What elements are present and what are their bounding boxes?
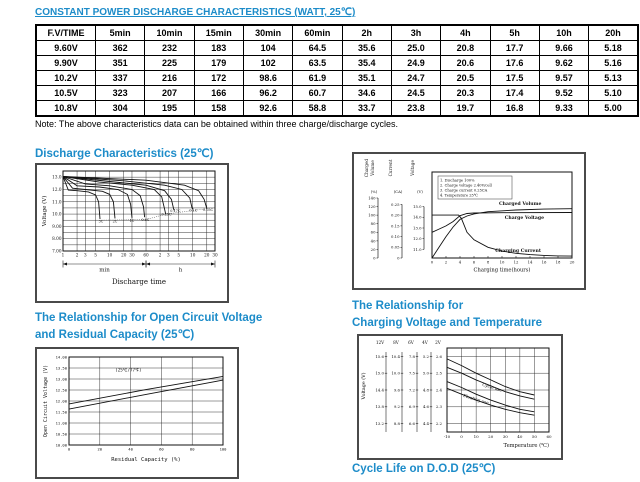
ocv-chart-svg [37,349,233,473]
y-tick-label: 10.00 [55,442,67,448]
x-tick-label: 30 [502,434,508,439]
charging-title-line2: Charging Voltage and Temperature [352,317,542,329]
x-tick-label: 1 [61,252,65,258]
charging-temp-chart-svg [359,336,557,454]
x-tick-label: 80 [189,446,195,452]
x-tick-label: 5 [94,252,97,258]
mini-axis-value: 2.2 [435,421,442,426]
x-tick-label: 20 [488,434,494,439]
y-tick-label: 13.0 [52,174,62,180]
mini-axis-value: 5.2 [422,353,429,359]
ocv-title-line1: The Relationship for Open Circuit Voltage [35,312,263,324]
table-cell: 58.8 [293,101,342,117]
charging-title-line1: The Relationship for [352,300,464,312]
table-cell: 5.16 [589,56,638,71]
x-tick-label: 40 [517,434,523,439]
x-tick-label: 20 [121,252,127,258]
x-axis-label: Discharge time [111,278,167,286]
table-cell: 102 [243,56,292,71]
table-note: Note: The above characteristics data can be obtained within three charge/discharge cycles. [35,119,399,129]
table-cell: 9.66 [539,41,588,56]
table-cell: 24.9 [391,56,440,71]
axis-tick-label: 120 [368,203,376,209]
axis-tick-label: 12.0 [413,236,422,242]
axis-tick-label: 40 [370,238,376,244]
axis-tick-label: 11.0 [413,246,422,252]
discharge-chart-svg [37,165,223,297]
table-cell: 172 [194,71,243,86]
x-tick-label: 40 [128,446,133,452]
table-cell: 10.2V [36,71,96,86]
mini-axis-header: 12V [375,340,385,345]
y-tick-label: 11.50 [55,409,67,415]
table-cell: 35.6 [342,41,391,56]
discharge-chart [35,163,229,303]
table-cell: 9.57 [539,71,588,86]
curve-label: 0.6C [141,217,150,222]
y-tick-label: 13.50 [55,365,67,371]
x-group-label: min [99,267,110,274]
x-axis-label: Residual Capacity (%) [111,457,181,463]
table-cell: 20.8 [441,41,490,56]
axis-tick-label: 0.20 [391,212,400,218]
table-cell: 104 [243,41,292,56]
table-header-cell: 30min [243,25,292,41]
curve-label: Charge Voltage [504,215,545,221]
x-tick-label: 16 [541,259,547,265]
mini-axis-value: 2.5 [435,370,442,376]
table-cell: 232 [145,41,194,56]
mini-axis-value: 7.5 [408,370,415,376]
x-tick-label: 4 [458,259,462,265]
mini-axis-value: 15.0 [375,370,384,376]
table-cell: 5.18 [589,41,638,56]
axis-tick-label: 100 [368,212,376,218]
table-row [36,101,638,117]
x-axis-label: Charging time(hours) [473,267,531,274]
table-header-cell: 20h [589,25,638,41]
table-cell: 323 [96,86,145,101]
table-cell: 207 [145,86,194,101]
table-header-cell: F.V/TIME [36,25,96,41]
table-row [36,86,638,101]
ocv-title-line2: and Residual Capacity (25℃) [35,329,195,341]
legend-line: 1. Discharge 100% [440,178,475,183]
axis-unit: (V) [417,189,423,194]
table-cell: 24.7 [391,71,440,86]
table-cell: 60.7 [293,86,342,101]
table-cell: 20.3 [441,86,490,101]
table-cell: 10.5V [36,86,96,101]
x-tick-label: 3 [166,252,170,258]
table-cell: 17.6 [490,56,539,71]
table-cell: 25.0 [391,41,440,56]
x-tick-label: -10 [443,434,451,439]
y-tick-label: 9.00 [52,223,62,229]
y-axis-label: Voltage (V) [42,195,48,227]
table-cell: 179 [194,56,243,71]
curve-label: Charged Volume [498,201,542,207]
x-tick-label: 0 [460,434,463,439]
mini-axis-value: 6.6 [408,421,415,426]
table-cell: 98.6 [243,71,292,86]
table-cell: 61.9 [293,71,342,86]
mini-axis-value: 6.9 [408,404,415,410]
x-group-label: h [178,267,183,274]
curve-label: Charging Current [495,249,541,254]
x-tick-label: 12 [513,259,519,265]
mini-axis-value: 4.6 [422,404,429,410]
table-cell: 9.52 [539,86,588,101]
legend-line: 3. Charge current 0.25CA [440,188,488,193]
curve-label: 0.25C [161,212,172,217]
table-header-cell: 3h [391,25,440,41]
x-tick-label: 3 [83,252,87,258]
table-cell: 9.90V [36,56,96,71]
table-cell: 17.5 [490,71,539,86]
y-tick-label: 10.0 [52,211,62,217]
table-cell: 24.5 [391,86,440,101]
axis-tick-label: 0 [397,255,400,261]
x-tick-label: 2 [158,252,162,258]
mini-axis-value: 9.2 [393,404,400,410]
axis-header: Current [388,159,393,177]
table-cell: 96.2 [243,86,292,101]
mini-axis-value: 2.4 [435,387,442,393]
table-cell: 195 [145,101,194,117]
y-tick-label: 13.00 [55,376,67,382]
table-cell: 19.7 [441,101,490,117]
mini-axis-value: 7.8 [408,353,415,359]
mini-axis-value: 9.6 [393,387,400,393]
x-tick-label: 30 [129,252,135,258]
x-tick-label: 60 [159,446,164,452]
y-tick-label: 12.00 [55,398,67,404]
y-tick-label: 8.00 [52,236,62,242]
table-cell: 9.33 [539,101,588,117]
table-cell: 33.7 [342,101,391,117]
table-cell: 337 [96,71,145,86]
x-tick-label: 60 [143,252,149,258]
legend-line: 2. Charge voltage 2.40V/cell [440,183,492,188]
mini-axis-value: 10.4 [391,353,400,359]
curve-label: 1C [129,219,135,224]
axis-tick-label: 80 [370,221,376,227]
y-tick-label: 11.0 [52,199,62,205]
annotation: (25℃/77℉) [115,367,142,373]
axis-unit: (%) [370,189,378,194]
axis-header: Volume [370,160,375,176]
axis-unit: (CA) [393,189,403,194]
table-header-cell: 10min [145,25,194,41]
mini-axis-value: 13.8 [375,404,384,410]
table-cell: 362 [96,41,145,56]
x-tick-label: 2 [444,259,448,265]
table-cell: 35.4 [342,56,391,71]
mini-axis-value: 2.6 [435,353,442,359]
table-cell: 158 [194,101,243,117]
mini-axis-value: 15.6 [375,353,384,359]
table-cell: 5.10 [589,86,638,101]
table-header-cell: 10h [539,25,588,41]
charge-characteristics-chart [352,152,586,290]
mini-axis-value: 4.4 [422,421,429,426]
table-cell: 9.60V [36,41,96,56]
x-tick-label: 10 [190,252,196,258]
table-cell: 216 [145,71,194,86]
table-cell: 183 [194,41,243,56]
table-cell: 34.6 [342,86,391,101]
table-cell: 225 [145,56,194,71]
table-cell: 10.8V [36,101,96,117]
x-tick-label: 10 [473,434,479,439]
axis-tick-label: 0.15 [391,223,400,229]
x-tick-label: 0 [67,446,71,452]
table-header-cell: 60min [293,25,342,41]
mini-axis-value: 13.2 [375,421,384,426]
x-tick-label: 30 [212,252,218,258]
legend-line: 4. Temperature 25℃ [440,193,478,198]
table-cell: 20.5 [441,71,490,86]
axis-tick-label: 13.0 [413,225,422,231]
table-header-row [36,25,638,41]
mini-axis-header: 2V [435,340,441,345]
page-title: CONSTANT POWER DISCHARGE CHARACTERISTICS (WATT, 25℃) [35,7,356,18]
x-tick-label: 14 [527,259,533,265]
x-tick-label: 0 [430,259,434,265]
curve-label: 2C [112,219,118,224]
x-tick-label: 20 [97,446,103,452]
table-cell: 5.00 [589,101,638,117]
axis-tick-label: 0.05 [391,244,400,250]
curve-label: 0.17C [170,209,181,214]
table-cell: 92.6 [243,101,292,117]
mini-axis-value: 5.0 [422,370,429,376]
ocv-residual-capacity-chart [35,347,239,479]
table-cell: 23.8 [391,101,440,117]
table-row [36,71,638,86]
y-tick-label: 7.00 [52,248,62,254]
curve-label: 3C [98,219,104,224]
mini-axis-value: 14.4 [375,387,384,393]
y-tick-label: 12.50 [55,387,67,393]
x-tick-label: 18 [555,259,561,265]
constant-power-discharge-table [35,24,639,117]
table-cell: 17.4 [490,86,539,101]
table-cell: 20.6 [441,56,490,71]
curve-label: 0.05C [203,208,214,212]
table-cell: 17.7 [490,41,539,56]
table-row [36,41,638,56]
y-axis-label: Voltage (V) [362,372,367,400]
charge-chart-svg [354,154,580,284]
cycle-life-title: Cycle Life on D.O.D (25℃) [352,463,496,475]
x-tick-label: 10 [107,252,113,258]
mini-axis-value: 10.0 [391,370,400,376]
table-row [36,56,638,71]
ocv-chart-title [35,310,262,344]
table-cell: 304 [96,101,145,117]
table-header-cell: 15min [194,25,243,41]
axis-tick-label: 0 [373,255,376,261]
mini-axis-header: 8V [393,340,399,345]
x-tick-label: 20 [569,259,575,265]
table-cell: 5.13 [589,71,638,86]
y-tick-label: 12.0 [52,186,62,192]
x-axis-label: Temperature (℃) [503,443,549,449]
table-cell: 351 [96,56,145,71]
axis-tick-label: 0.10 [391,233,400,239]
charging-voltage-temperature-chart [357,334,563,460]
table-cell: 64.5 [293,41,342,56]
band-label: Floating use [462,392,490,406]
curve-label: 0.1C [189,208,198,213]
table-header-cell: 5h [490,25,539,41]
axis-tick-label: 140 [368,195,376,201]
mini-axis-value: 2.3 [435,404,442,410]
table-header-cell: 2h [342,25,391,41]
table-cell: 63.5 [293,56,342,71]
y-tick-label: 14.00 [55,354,67,360]
x-tick-label: 100 [219,446,227,452]
x-tick-label: 50 [531,434,537,439]
band-label: Cycle use [481,381,503,393]
x-tick-label: 10 [499,259,505,265]
discharge-chart-title: Discharge Characteristics (25℃) [35,148,214,160]
axis-tick-label: 20 [370,246,376,252]
mini-axis-header: 4V [422,340,428,345]
y-axis-label: Open Circuit Voltage (V) [43,364,49,438]
table-header-cell: 5min [96,25,145,41]
mini-axis-value: 8.8 [393,421,400,426]
mini-axis-value: 4.8 [422,387,429,393]
axis-tick-label: 14.0 [413,214,422,220]
x-tick-label: 8 [486,259,490,265]
x-tick-label: 6 [472,259,476,265]
x-tick-label: 20 [204,252,210,258]
charging-temp-chart-title [352,298,542,332]
table-cell: 35.1 [342,71,391,86]
x-tick-label: 2 [75,252,79,258]
x-tick-label: 5 [177,252,181,258]
axis-header: Voltage [410,160,415,176]
mini-axis-value: 7.2 [408,387,415,393]
table-cell: 9.62 [539,56,588,71]
x-tick-label: 60 [546,434,552,439]
y-tick-label: 11.00 [55,420,67,426]
y-tick-label: 10.50 [55,431,67,437]
axis-tick-label: 15.0 [413,203,422,209]
mini-axis-header: 6V [408,340,414,345]
axis-header: Charged [364,158,369,178]
axis-tick-label: 60 [370,229,376,235]
table-cell: 16.8 [490,101,539,117]
table-cell: 166 [194,86,243,101]
axis-tick-label: 0.25 [391,201,400,207]
table-header-cell: 4h [441,25,490,41]
